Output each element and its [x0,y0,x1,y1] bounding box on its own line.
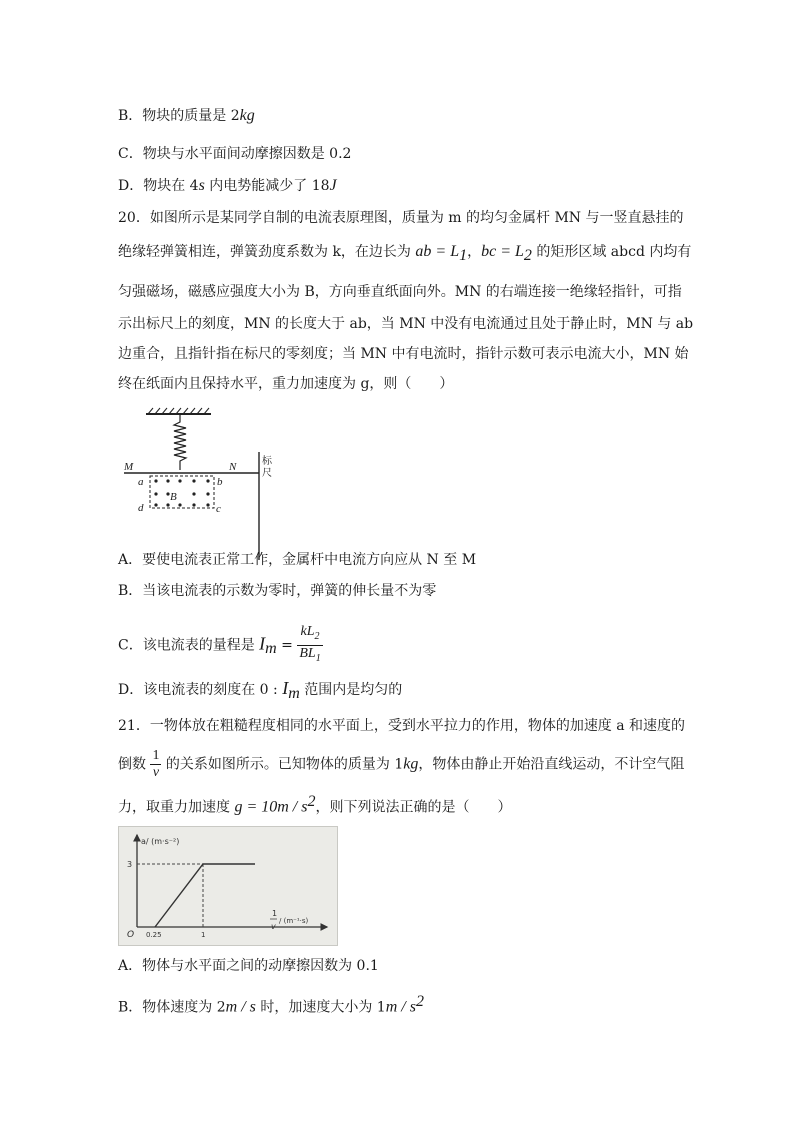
q19-option-d [118,176,337,196]
label-a: a [138,476,144,488]
q21-option-b [118,992,424,1018]
field-region-abcd [150,476,214,508]
q20-line-2 [118,242,691,266]
q20-option-d-sub: m [288,684,300,702]
y-tick-3: 3 [127,860,133,869]
q21-option-a: A．物体与水平面之间的动摩擦因数为 0.1 [118,958,379,974]
q20-line-5: 边重合，且指针指在标尺的零刻度；当 MN 中有电流时，指针示数可表示电流大小，MN 始 [118,346,689,362]
q21-option-b-sup: 2 [415,993,424,1010]
q19-option-d-s: s [198,177,205,194]
q20-option-d [118,678,402,704]
q20-frac-num: kL [300,624,315,639]
y-axis-label: a/ (m·s⁻²) [141,837,180,846]
q20-line-6: 终在纸面内且保持水平，重力加速度为 g，则（ ） [118,376,454,392]
q21-line-2-post: ，物体由静止开始沿直线运动，不计空气阻 [418,756,685,773]
q21-frac-num: 1 [152,748,160,763]
label-b: b [217,476,223,488]
q21-line-2 [118,748,684,781]
q20-eq: = [276,637,298,654]
q20-ab-eq: ab = L [415,243,460,260]
label-n: N [229,461,237,473]
q20-option-c-text: C．该电流表的量程是 [118,637,260,654]
q20-bc-sub: 2 [523,246,532,264]
label-scale-1: 标 [262,456,272,467]
q21-g-sup: 2 [307,793,316,810]
q20-im-symbol: I [259,633,266,654]
q20-option-b: B．当该电流表的示数为零时，弹簧的伸长量不为零 [118,583,437,599]
q20-frac-den: BL [299,645,316,661]
q20-im-sub: m [265,640,277,658]
q21-option-b-a-unit: m / s [385,998,416,1016]
q21-inv-v-fraction [150,748,161,781]
q19-option-d-mid: 内电势能减少了 18 [204,178,330,194]
label-m: M [124,461,134,473]
q21-line-2-pre: 倒数 [118,756,151,773]
q20-bc-eq: bc = L [481,243,524,260]
label-d: d [138,502,144,514]
q20-option-c [118,624,323,667]
q20-option-d-text: D．该电流表的刻度在 0 : [118,682,283,698]
q21-g-eq: g = 10m / s [234,798,308,816]
q21-option-b-mid: 时，加速度大小为 1 [255,999,386,1016]
q21-option-b-v-unit: m / s [225,998,256,1016]
q19-option-b-unit: kg [239,107,255,124]
x-label-unit: / (m⁻¹·s) [279,917,309,925]
q20-option-d-post: 范围内是均匀的 [299,682,403,698]
q20-range-fraction [297,624,322,667]
q21-kg: kg [403,755,419,773]
field-dots [154,479,209,506]
q20-line-4: 示出标尺上的刻度，MN 的长度大于 ab，当 MN 中没有电流通过且处于静止时，MN 与 ab [118,316,694,332]
q21-a-vs-inv-v-graph [119,827,337,945]
q20-line-3: 匀强磁场，磁感应强度大小为 B，方向垂直纸面向外。MN 的右端连接一绝缘轻指针，可指 [118,284,682,300]
x-tick-025: 0.25 [146,931,162,939]
q19-option-b-text: B．物块的质量是 2 [118,108,240,124]
q20-frac-den-sub: 1 [315,652,321,664]
label-scale-2: 尺 [262,468,272,479]
q20-line-2-pre: 绝缘轻弹簧相连，弹簧劲度系数为 k，在边长为 [118,244,416,260]
x-label-den: v [271,922,276,931]
q21-option-b-text: B．物体速度为 2 [118,999,226,1016]
q21-frac-den: v [152,765,160,780]
a-curve [155,864,255,927]
label-c: c [216,503,221,515]
q19-option-c: C．物块与水平面间动摩擦因数是 0.2 [118,146,352,162]
q20-ammeter-diagram [116,404,286,564]
q21-line-2-mid: 的关系如图所示。已知物体的质量为 1 [161,756,404,773]
q21-line-1: 21．一物体放在粗糙程度相同的水平面上，受到水平拉力的作用，物体的加速度 a 和速度的 [118,718,686,734]
q20-option-a: A．要使电流表正常工作，金属杆中电流方向应从 N 至 M [118,552,477,568]
q20-ab-sub: 1 [459,246,468,264]
q20-option-d-i: I [282,678,289,698]
q21-line-3-pre: 力，取重力加速度 [118,799,235,816]
origin-label: O [127,930,135,940]
x-label-num: 1 [272,909,278,918]
q21-graph-photo [118,826,338,946]
q21-line-3-post: ，则下列说法正确的是（ ） [315,799,512,816]
spring [174,414,186,470]
q20-line-2-mid: ， [467,244,482,260]
q19-option-d-text: D．物块在 4 [118,178,199,194]
q19-option-d-unit: J [329,177,337,194]
q20-line-1: 20．如图所示是某同学自制的电流表原理图，质量为 m 的均匀金属杆 MN 与一竖直悬挂的 [118,210,684,226]
q19-option-b [118,106,255,126]
q21-line-3 [118,792,511,818]
q20-line-2-post: 的矩形区域 abcd 内均有 [531,244,692,260]
label-b-field: B [170,491,177,503]
x-tick-1: 1 [201,931,206,939]
q20-frac-num-sub: 2 [314,630,320,642]
